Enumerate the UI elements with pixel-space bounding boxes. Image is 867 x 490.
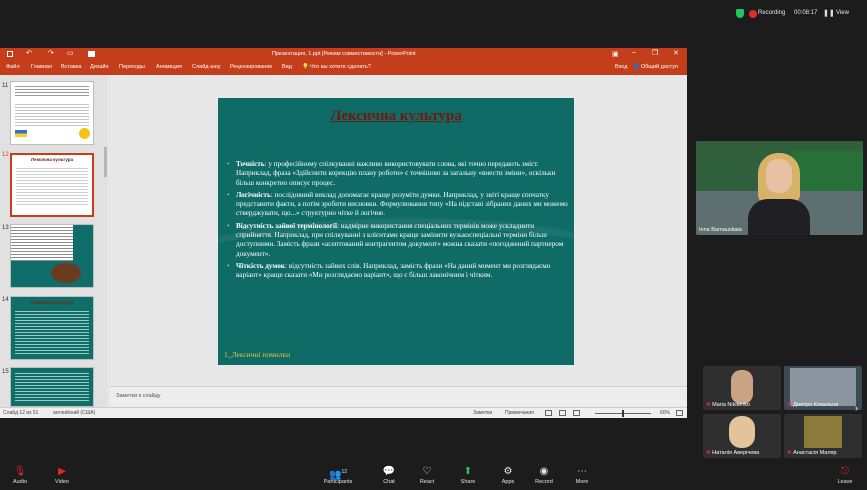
participant-name: ✖ Maria Nikitenko bbox=[706, 402, 751, 408]
tab-animation[interactable]: Анимация bbox=[156, 64, 182, 70]
slide-body[interactable] bbox=[226, 160, 568, 284]
tab-file[interactable]: Файл bbox=[6, 64, 20, 70]
participants-icon: 👥$^{12}$ bbox=[328, 469, 347, 481]
status-slide-count: Слайд 12 из 51 bbox=[3, 410, 39, 416]
signin-link[interactable]: Вход bbox=[615, 64, 628, 70]
mic-muted-icon: ✖ bbox=[787, 402, 794, 408]
slide-number: 12 bbox=[2, 152, 9, 158]
bullet-text: : послідовний виклад допомагає краще розуміти думки. Наприклад, у звіті краще спочатку представити факти, а потім зробити висновки. Формулювання типу «На підставі зібраних даних ми можемо стверджувати, що...» структурно чітке й логічне. bbox=[236, 190, 568, 218]
banner-background bbox=[791, 151, 863, 191]
maximize-icon[interactable]: ❐ bbox=[652, 50, 659, 57]
bullet-item bbox=[226, 262, 568, 281]
audio-button[interactable]: 🎙 Audio bbox=[0, 466, 40, 485]
participant-tile[interactable] bbox=[703, 414, 781, 458]
slide-hyperlink[interactable]: 1_Лексичні помилки bbox=[224, 350, 291, 359]
lightbulb-icon: 💡 bbox=[302, 64, 309, 70]
next-page-icon[interactable]: › bbox=[855, 403, 858, 413]
shield-icon bbox=[736, 9, 744, 18]
thumb-sun-icon bbox=[79, 128, 90, 139]
bullet-text: : надмірне використання спеціальних термінів може ускладнити сприйняття. Наприклад, при спілкуванні з клієнтами краще замінити вузькоспеціальні терміни більш доступними. Замість фрази «асептований контрагентом документ» можна сказати «погоджений партнером документ». bbox=[236, 221, 564, 258]
ribbon-tabs bbox=[0, 61, 687, 75]
normal-view-icon[interactable] bbox=[545, 410, 552, 416]
status-bar bbox=[0, 407, 687, 418]
slide-thumbnail-15[interactable] bbox=[10, 367, 94, 407]
current-slide[interactable] bbox=[218, 98, 574, 365]
thumb-title: Лексична культура bbox=[30, 157, 74, 162]
tab-design[interactable]: Дизайн bbox=[90, 64, 109, 70]
participant-tile[interactable] bbox=[784, 414, 862, 458]
fit-slide-icon[interactable] bbox=[676, 410, 683, 416]
slide-thumbnail-11[interactable] bbox=[10, 81, 94, 145]
share-screen-button[interactable]: ⬆ Share bbox=[448, 466, 488, 485]
zoom-level[interactable]: 60% bbox=[660, 410, 671, 416]
share-button[interactable]: Общий доступ bbox=[641, 64, 678, 70]
person-face bbox=[766, 159, 792, 193]
more-icon: ⋯ bbox=[577, 466, 587, 477]
thumb-text-lines bbox=[15, 309, 89, 355]
react-button[interactable]: ♡ React bbox=[407, 466, 447, 485]
ppt-title-bar bbox=[0, 48, 687, 61]
thumbnail-scrollbar[interactable] bbox=[104, 147, 107, 177]
leave-icon: ⎋ bbox=[841, 466, 849, 477]
thumb-image bbox=[51, 263, 81, 283]
video-off-icon: ▶ bbox=[58, 466, 66, 477]
chat-button[interactable]: 💬 Chat bbox=[369, 466, 409, 485]
notes-placeholder[interactable]: Заметки к слайду bbox=[116, 393, 161, 399]
slide-number: 13 bbox=[2, 225, 9, 231]
status-language[interactable]: английский (США) bbox=[53, 410, 96, 416]
thumb-text-lines bbox=[11, 225, 73, 261]
bullet-text: : у професійному спілкуванні важливо використовувати слова, які точно передають зміст. Наприклад, фраза «Здійснити корекцію плану роботи» є точнішою за загальну «внести зміни», оскільки більш конкретно описує процес. bbox=[236, 160, 556, 187]
recording-label[interactable]: Recording bbox=[758, 10, 786, 16]
participant-tile[interactable] bbox=[703, 366, 781, 410]
tab-insert[interactable]: Вставка bbox=[61, 64, 82, 70]
person-body bbox=[748, 199, 810, 235]
user-icon: 👤 bbox=[633, 64, 640, 70]
sorter-view-icon[interactable] bbox=[559, 410, 566, 416]
thumb-flag-icon bbox=[15, 130, 27, 137]
bullet-term: Точність bbox=[236, 160, 265, 168]
record-icon: ◉ bbox=[539, 466, 549, 477]
redo-icon[interactable]: ↷ bbox=[48, 50, 54, 57]
participant-tile[interactable] bbox=[784, 366, 862, 410]
tab-home[interactable]: Главная bbox=[31, 64, 52, 70]
window-title: Презентация, 1.ppt [Режим совместимости] - PowerPoint bbox=[272, 51, 416, 57]
thumb-text-lines bbox=[15, 84, 89, 98]
apps-button[interactable]: ⚙ Apps bbox=[488, 466, 528, 485]
heart-icon: ♡ bbox=[422, 466, 432, 477]
slide-number: 14 bbox=[2, 297, 9, 303]
tell-me-input[interactable]: Что вы хотите сделать? bbox=[310, 64, 371, 70]
pause-icon[interactable]: ❚❚ bbox=[823, 10, 835, 17]
participant-photo bbox=[790, 368, 856, 406]
tab-review[interactable]: Рецензирование bbox=[230, 64, 273, 70]
slide-thumbnail-14[interactable] bbox=[10, 296, 94, 360]
bullet-term: Чіткість думок bbox=[236, 261, 285, 270]
slide-thumbnail-13[interactable] bbox=[10, 224, 94, 288]
video-button[interactable]: ▶ Video bbox=[42, 466, 82, 485]
ribbon-display-icon[interactable]: ▣ bbox=[612, 51, 619, 58]
chat-icon: 💬 bbox=[382, 466, 396, 477]
reading-view-icon[interactable] bbox=[573, 410, 580, 416]
slide-number: 15 bbox=[2, 369, 9, 375]
slide-thumbnail-12-selected[interactable] bbox=[10, 153, 94, 217]
share-icon: ⬆ bbox=[463, 466, 473, 477]
minimize-icon[interactable]: – bbox=[632, 49, 636, 56]
notes-pane[interactable] bbox=[110, 386, 687, 406]
leave-button[interactable]: ⎋ Leave bbox=[825, 466, 865, 485]
notes-button[interactable]: Заметки bbox=[473, 410, 493, 416]
more-button[interactable]: ⋯ More bbox=[562, 466, 602, 485]
speaker-video-tile[interactable] bbox=[696, 141, 863, 235]
thumb-text-lines bbox=[15, 371, 89, 403]
zoom-toolbar bbox=[0, 462, 867, 490]
tab-slideshow[interactable]: Слайд-шоу bbox=[192, 64, 221, 70]
thumb-text-lines bbox=[16, 166, 88, 206]
tab-transitions[interactable]: Переходы bbox=[119, 64, 145, 70]
participant-name: ✖ Дмитро Ковальов bbox=[787, 402, 839, 408]
save-icon[interactable] bbox=[7, 51, 13, 57]
undo-icon[interactable]: ↶ bbox=[26, 50, 32, 57]
comments-button[interactable]: Примечания bbox=[505, 410, 534, 416]
record-button[interactable]: ◉ Record bbox=[524, 466, 564, 485]
zoom-top-bar bbox=[0, 0, 867, 28]
slide-number: 11 bbox=[2, 83, 9, 89]
bullet-term: Логічність bbox=[236, 190, 271, 199]
mic-muted-icon: 🎙 bbox=[13, 466, 27, 477]
participant-face bbox=[729, 416, 755, 448]
speaker-name: Inna Barnauskaia bbox=[699, 227, 742, 233]
start-slideshow-icon[interactable]: ▭ bbox=[67, 50, 74, 57]
view-button[interactable]: View bbox=[836, 10, 849, 16]
bullet-term: Відсутність зайвої термінології bbox=[236, 221, 337, 230]
participants-button[interactable]: 👥$^{12}$ Participants bbox=[318, 466, 358, 485]
zoom-slider-thumb[interactable] bbox=[622, 410, 624, 417]
thumb-text-lines bbox=[15, 102, 89, 126]
mic-muted-icon: ✖ bbox=[706, 402, 713, 408]
bullet-text: : відсутність зайвих слів. Наприклад, замість фрази «На даний момент ми розглядаємо варіант» краще сказати «Ми розглядаємо варіант», що є більш лаконічним і чітким. bbox=[236, 261, 551, 280]
thumb-title: Лексична культура bbox=[30, 300, 74, 305]
participant-name: ✖ Наталія Аверічева bbox=[706, 450, 760, 456]
mic-muted-icon: ✖ bbox=[787, 450, 794, 456]
apps-icon: ⚙ bbox=[503, 466, 513, 477]
close-icon[interactable]: ✕ bbox=[673, 50, 679, 57]
bullet-item bbox=[226, 222, 568, 259]
mic-muted-icon: ✖ bbox=[706, 450, 713, 456]
participant-name: ✖ Анастасія Маляр bbox=[787, 450, 837, 456]
customize-toolbar-icon[interactable] bbox=[88, 51, 95, 57]
slide-thumbnails-pane[interactable] bbox=[0, 75, 107, 407]
meeting-timer: 00:08:17 bbox=[794, 10, 818, 16]
slide-title[interactable]: Лексична культура bbox=[330, 108, 462, 124]
recording-dot-icon bbox=[749, 10, 757, 18]
bullet-item bbox=[226, 191, 568, 219]
tab-view[interactable]: Вид bbox=[282, 64, 292, 70]
participant-face bbox=[731, 370, 753, 404]
participant-photo bbox=[804, 416, 842, 448]
bullet-item bbox=[226, 160, 568, 188]
